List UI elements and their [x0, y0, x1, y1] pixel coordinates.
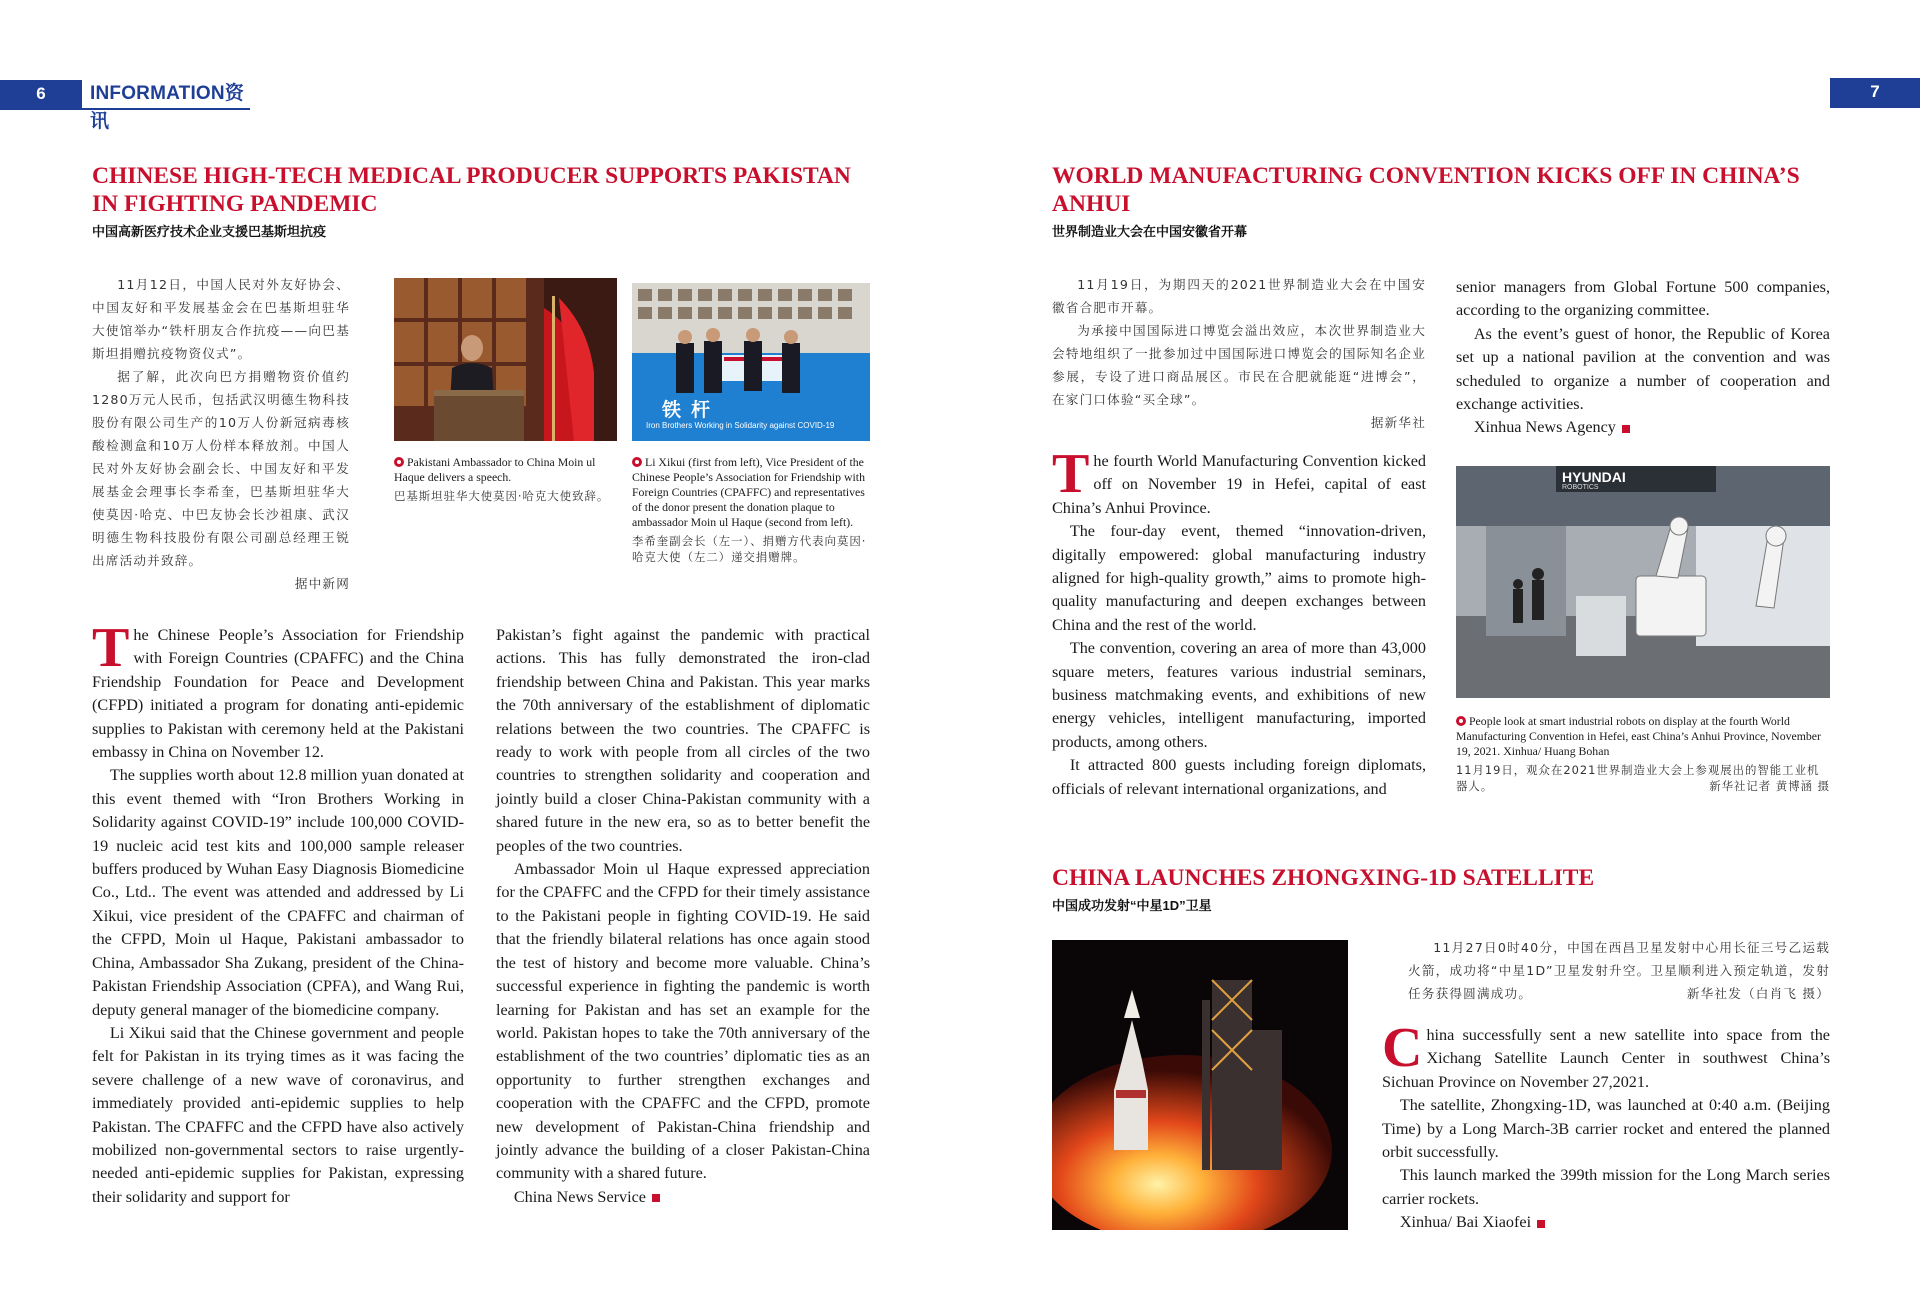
- left-page-number: 6: [0, 80, 82, 108]
- paragraph: It attracted 800 guests including foreign diplomats, officials of relevant international organizations, and: [1052, 756, 1426, 798]
- article1-column-2: [496, 624, 870, 1209]
- dropcap: C: [1382, 1017, 1423, 1079]
- paragraph: The convention, covering an area of more than 43,000 square meters, features various industrial seminars, business matchmaking events, and exhibitions of new energy vehicles, intelligent manufacturing, imported products, among others.: [1052, 639, 1426, 751]
- article1-header: [92, 162, 872, 240]
- paragraph: This launch marked the 399th mission for the Long March series carrier rockets.: [1382, 1166, 1830, 1208]
- end-mark-icon: [1537, 1220, 1545, 1228]
- article3-header: [1052, 864, 1832, 914]
- article1-credit: China News Service: [513, 1187, 646, 1206]
- article3-credit: Xinhua/ Bai Xiaofei: [1399, 1213, 1532, 1232]
- article2-chinese-text: [1052, 273, 1426, 434]
- article3-subhead: 中国成功发射“中星1D”卫星: [1052, 898, 1212, 913]
- article3-headline: CHINA LAUNCHES ZHONGXING-1D SATELLITE: [1052, 865, 1595, 891]
- cn-paragraph: 11月19日，为期四天的2021世界制造业大会在中国安徽省合肥市开幕。: [1052, 277, 1426, 315]
- paragraph: Li Xikui said that the Chinese government and people felt for Pakistan in its trying times as it was facing the severe challenge of a new wave of coronavirus, and immediately provided anti-epidemic supplies to help Pakistan. The CPAFFC and the CFPD have also actively mobilized non-governmental sectors to raise urgently-needed anti-epidemic supplies for Pakistan, expressing their solidarity and support for: [92, 1023, 464, 1206]
- booth-brand: HYUNDAI: [1562, 469, 1626, 485]
- right-page-number: 7: [1830, 78, 1920, 106]
- article3-body: [1382, 1017, 1830, 1235]
- photo-rocket-launch: [1052, 940, 1348, 1230]
- cn-source: 据新华社: [1370, 415, 1426, 430]
- cn-text: 11月27日0时40分，中国在西昌卫星发射中心用长征三号乙运载火箭，成功将“中星1D”卫星发射升空。卫星顺利进入预定轨道，发射任务获得圆满成功。: [1408, 940, 1830, 1001]
- cn-paragraph: 为承接中国国际进口博览会溢出效应，本次世界制造业大会特地组织了一批参加过中国国际进口博览会的国际知名企业参展，专设了进口商品展区。市民在合肥就能逛“进博会”，在家门口体验“买全球”。: [1052, 323, 1426, 407]
- end-mark-icon: [652, 1194, 660, 1202]
- caption-en: People look at smart industrial robots on display at the fourth World Manufacturing Convention in Hefei, east China’s Anhui Province, November 19, 2021. Xinhua/ Huang Bohan: [1456, 714, 1821, 758]
- article2-column-1: [1052, 443, 1426, 801]
- camera-icon: [394, 457, 404, 467]
- plaque-title: 铁杆: [662, 399, 721, 421]
- article1-chinese-text: [92, 273, 350, 595]
- paragraph: he fourth World Manufacturing Convention kicked off on November 19 in Hefei, capital of east China’s Anhui Province.: [1052, 452, 1426, 517]
- cn-paragraph: 据了解，此次向巴方捐赠物资价值约1280万元人民币，包括武汉明德生物科技股份有限公司生产的10万人份新冠病毒核酸检测盒和10万人份样本释放剂。中国人民对外友好协会副会长、中国友好和平发展基金会理事长李希奎，巴基斯坦驻华大使莫因·哈克、中巴友协会长沙祖康、武汉明德生物科技股份有限公司副总经理王锐出席活动并致辞。: [92, 369, 350, 568]
- photo2-caption: [632, 455, 870, 565]
- camera-icon: [632, 457, 642, 467]
- caption-cn: [1456, 762, 1830, 794]
- paragraph: Ambassador Moin ul Haque expressed appreciation for the CPAFFC and the CFPD for their timely assistance to the Pakistani people in fighting COVID-19. He said that the friendly bilateral relations has once again stood the test of history and become more valuable. China’s successful experience in fighting the pandemic is worth learning for Pakistan and has set an example for the world. Pakistan hopes to take the 70th anniversary of the establishment of the two countries’ diplomatic ties as an opportunity to further strengthen exchanges and cooperation with the CPAFFC and the CFPD, promote new development of Pakistan-China friendship and jointly advance the building of a closer Pakistan-China community with a shared future.: [496, 860, 870, 1183]
- article2-headline: WORLD MANUFACTURING CONVENTION KICKS OFF IN CHINA’S ANHUI: [1052, 163, 1800, 217]
- photo1-caption: [394, 455, 619, 504]
- caption-en: Li Xikui (first from left), Vice President of the Chinese People’s Association for Friendship with Foreign Countries (CPAFFC) and representatives of the donor present the donation plaque to ambassador Moin ul Haque (second from left).: [632, 455, 865, 529]
- right-header-rule: [1830, 106, 1920, 108]
- photo3-caption: [1456, 714, 1830, 794]
- cn-paragraph: 11月12日，中国人民对外友好协会、中国友好和平发展基金会在巴基斯坦驻华大使馆举办“铁杆朋友合作抗疫——向巴基斯坦捐赠抗疫物资仪式”。: [92, 277, 350, 361]
- cn-source: 据中新网: [294, 576, 350, 591]
- paragraph: The supplies worth about 12.8 million yuan donated at this event themed with “Iron Brothers Working in Solidarity against COVID-19” include 100,000 COVID-19 nucleic acid test kits and 100,000 sample releaser buffers produced by Wuhan Easy Diagnosis Biomedicine Co., Ltd.. The event was attended and addressed by Li Xikui, vice president of the CPAFFC and chairman of the CFPD, Moin ul Haque, Pakistani ambassador to China, Ambassador Sha Zukang, president of the China-Pakistan Friendship Association (CPFA), and Wang Rui, deputy general manager of the biomedicine company.: [92, 766, 464, 1019]
- section-label: INFORMATION资讯: [90, 83, 245, 132]
- cn-credit: 新华社发（白肖飞 摄）: [1686, 986, 1830, 1001]
- caption-cn-text: 11月19日，观众在2021世界制造业大会上参观展出的智能工业机器人。: [1456, 763, 1820, 793]
- article1-subhead: 中国高新医疗技术企业支援巴基斯坦抗疫: [92, 224, 327, 239]
- caption-cn-credit: 新华社记者 黄博涵 摄: [1709, 779, 1830, 793]
- paragraph: hina successfully sent a new satellite into space from the Xichang Satellite Launch Center in southwest China’s Sichuan Province on November 27,2021.: [1382, 1026, 1830, 1091]
- booth-subtitle: ROBOTICS: [1562, 484, 1599, 491]
- photo-ambassador-speech: [394, 278, 617, 441]
- paragraph: he Chinese People’s Association for Friendship with Foreign Countries (CPAFFC) and the China Friendship Foundation for Peace and Development (CFPD) initiated a program for donating anti-epidemic supplies to Pakistan with ceremony held at the Pakistani embassy in China on November 12.: [92, 626, 464, 762]
- left-header: [0, 80, 250, 132]
- article1-headline: CHINESE HIGH-TECH MEDICAL PRODUCER SUPPORTS PAKISTAN IN FIGHTING PANDEMIC: [92, 163, 851, 217]
- plaque-subtitle: Iron Brothers Working in Solidarity against COVID-19: [646, 421, 835, 430]
- article2-subhead: 世界制造业大会在中国安徽省开幕: [1052, 224, 1248, 239]
- cn-paragraph: [1408, 936, 1830, 1005]
- paragraph: The four-day event, themed “innovation-driven, digitally empowered: global manufacturing industry aligned for high-quality growth,” aims to promote high-quality manufacturing and deepen exchanges between China and the rest of the world.: [1052, 522, 1426, 634]
- article2-credit: Xinhua News Agency: [1473, 418, 1616, 437]
- article1-column-1: [92, 617, 464, 1209]
- camera-icon: [1456, 716, 1466, 726]
- dropcap: T: [92, 617, 130, 679]
- caption-cn: 李希奎副会长（左一）、捐赠方代表向莫因·哈克大使（左二）递交捐赠牌。: [632, 534, 867, 564]
- article2-column-2: [1456, 276, 1830, 440]
- article3-chinese-text: [1408, 936, 1830, 1005]
- paragraph: As the event’s guest of honor, the Republic of Korea set up a national pavilion at the convention and was scheduled to organize a number of cooperation and exchange activities.: [1456, 324, 1830, 414]
- photo-plaque-presentation: [632, 283, 870, 441]
- end-mark-icon: [1622, 425, 1630, 433]
- caption-en: Pakistani Ambassador to China Moin ul Haque delivers a speech.: [394, 455, 596, 484]
- paragraph: senior managers from Global Fortune 500 companies, according to the organizing committee.: [1456, 278, 1830, 320]
- dropcap: T: [1052, 443, 1090, 505]
- paragraph: Pakistan’s fight against the pandemic with practical actions. This has fully demonstrated the iron-clad friendship between China and Pakistan. This year marks the 70th anniversary of the establishment of diplomatic relations between the two countries. The CPAFFC is ready to work with people from all circles of the two countries to strengthen solidarity and cooperation and jointly build a closer China-Pakistan community with a shared future in the new era, so as to better benefit the peoples of the two countries.: [496, 626, 870, 855]
- article2-header: [1052, 162, 1832, 240]
- caption-cn: 巴基斯坦驻华大使莫因·哈克大使致辞。: [394, 489, 610, 503]
- paragraph: The satellite, Zhongxing-1D, was launched at 0:40 a.m. (Beijing Time) by a Long March-3B carrier rocket and entered the planned orbit successfully.: [1382, 1096, 1830, 1162]
- photo-industrial-robots: [1456, 466, 1830, 698]
